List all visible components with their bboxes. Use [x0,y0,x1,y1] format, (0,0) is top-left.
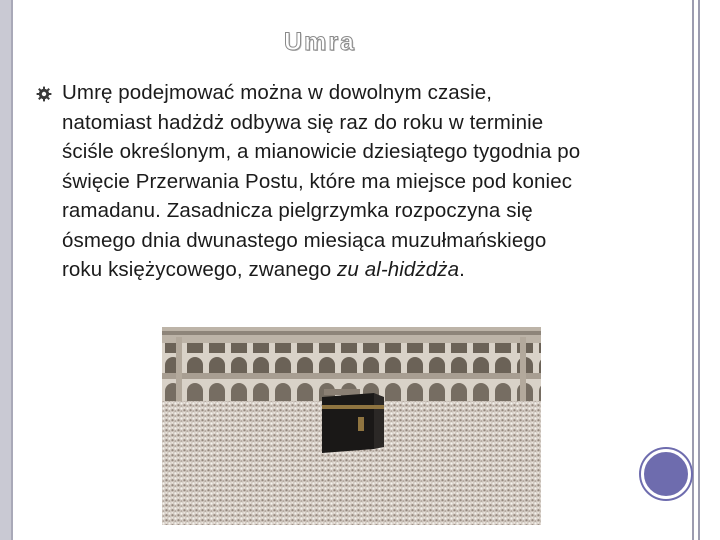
slide-title: Umra [284,28,356,56]
right-frame-line-inner [698,0,700,540]
left-frame-bar [0,0,13,540]
gear-bullet-icon [36,86,52,102]
bullet-text [62,78,582,285]
decorative-circle [641,449,691,499]
kaaba-photo-icon [162,327,541,525]
kaaba-pilgrimage-photo [162,327,541,525]
right-frame-line [692,0,694,540]
bullet-text-italic: zu al-hidżdża [337,258,460,281]
bullet-text-main: Umrę podejmować można w dowolnym czasie, natomiast hadżdż odbywa się raz do roku w terminie ściśle określonym, a mianowicie dziesiątego tygodnia po święcie Przerwania Postu, które ma miejsce pod koniec ramadanu. Zasadnicza pielgrzymka rozpoczyna się ósmego dnia dwunastego miesiąca muzułmańskiego roku księżycowego, zwanego [62,81,581,281]
bullet-text-end: . [459,258,465,281]
